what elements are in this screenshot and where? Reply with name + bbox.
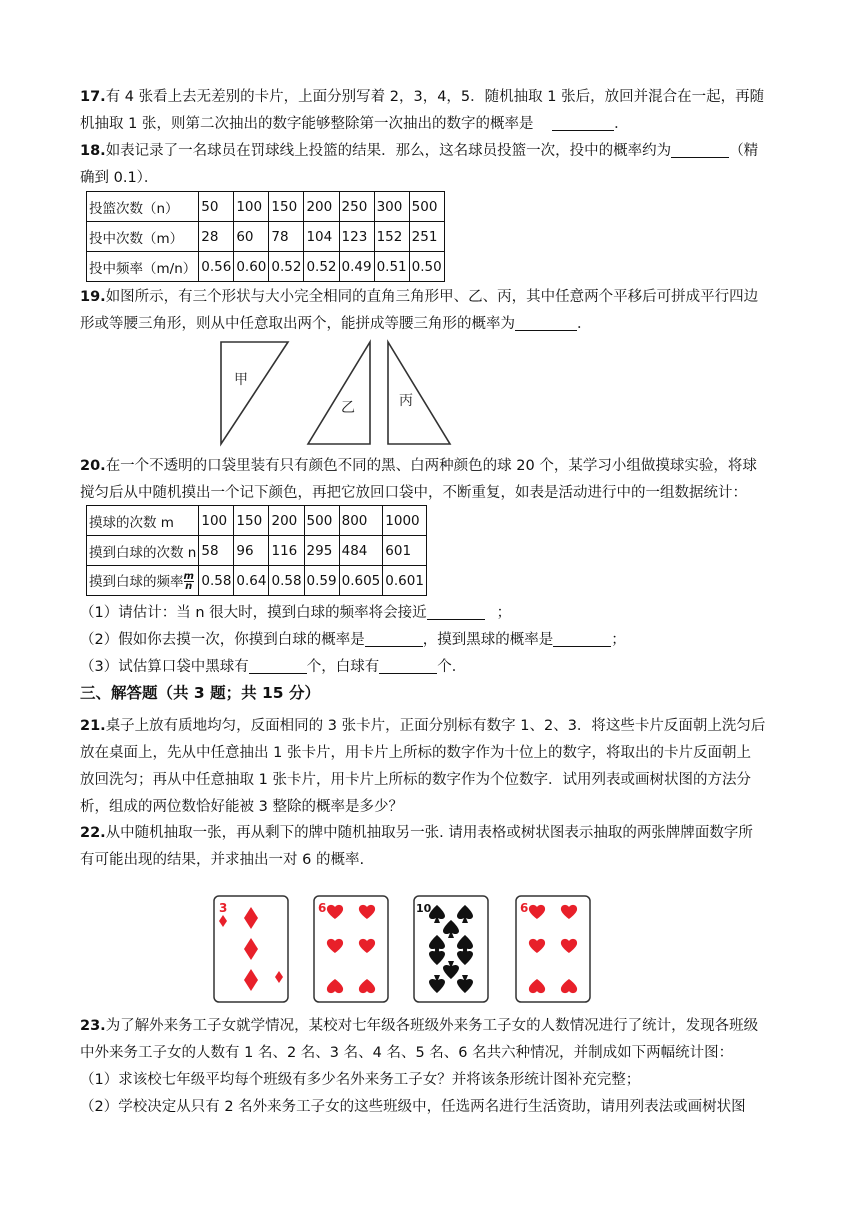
table-cell: 0.605 (339, 566, 383, 596)
question-text: （1）求该校七年级平均每个班级有多少名外来务工子女？并将该条形统计图补充完整； (80, 1072, 641, 1088)
sub-question-2: （2）假如你去摸一次，你摸到白球的概率是 (80, 632, 365, 648)
question-text: 有 4 张看上去无差别的卡片，上面分别写着 2，3，4，5．随机抽取 1 张后，放回并混合在一起，再随 (105, 89, 765, 105)
table-cell: 0.64 (234, 566, 269, 596)
question-text: 放回洗匀；再从中任意抽取 1 张卡片，用卡片上所标的数字作为个位数字．试用列表或画树状图的方法分 (80, 772, 751, 788)
triangle-label-jia: 甲 (234, 372, 248, 388)
table-cell: 58 (199, 536, 234, 566)
question-number: 20. (80, 458, 106, 474)
table-cell: 484 (339, 536, 383, 566)
table-cell: 601 (383, 536, 427, 566)
question-20 (80, 453, 780, 507)
question-text: 有可能出现的结果，并求抽出一对 6 的概率. (80, 852, 365, 868)
question-text: 机抽取 1 张，则第二次抽出的数字能够整除第一次抽出的数字的概率是 (80, 116, 534, 132)
table-row (87, 192, 445, 222)
punct: ． (577, 316, 592, 332)
row-label: 投中次数（m） (87, 222, 199, 252)
table-cell: 150 (234, 506, 269, 536)
table-cell: 28 (199, 222, 234, 252)
question-text: 桌子上放有质地均匀，反面相同的 3 张卡片，正面分别标有数字 1、2、3．将这些卡片反面朝上洗匀后 (105, 718, 766, 734)
answer-blank[interactable] (552, 114, 614, 131)
question-text: 放在桌面上，先从中任意抽出 1 张卡片，用卡片上所标的数字作为十位上的数字，将取出的卡片反面朝上 (80, 745, 751, 761)
question-text: 确到 0.1）． (80, 170, 159, 186)
table-cell: 104 (304, 222, 339, 252)
table-cell: 150 (269, 192, 304, 222)
table-cell: 0.601 (383, 566, 427, 596)
table-cell: 0.49 (339, 252, 374, 282)
punct: 个． (437, 659, 467, 675)
question-number: 23. (80, 1018, 106, 1034)
sub-question-3: （3）试估算口袋中黑球有 (80, 659, 249, 675)
question-number: 17. (80, 89, 106, 105)
table-cell: 0.52 (269, 252, 304, 282)
row-label: 投中频率（m/n） (87, 252, 199, 282)
punct: ； (496, 605, 512, 621)
table-cell: 251 (409, 222, 444, 252)
fraction-m-over-n: $\frac{m}{n}$ (183, 571, 194, 593)
question-17 (80, 84, 780, 138)
question-19 (80, 284, 780, 338)
q18-table (86, 191, 445, 282)
card-rank: 6 (520, 901, 529, 915)
answer-blank[interactable] (671, 141, 729, 158)
sub-question-2-part: ，摸到黑球的概率是 (422, 632, 554, 648)
row-label: 摸球的次数 m (87, 506, 199, 536)
table-row (87, 252, 445, 282)
triangle-label-bing: 丙 (399, 393, 413, 409)
table-cell: 300 (374, 192, 409, 222)
table-cell: 78 (269, 222, 304, 252)
table-cell: 50 (199, 192, 234, 222)
table-row (87, 566, 427, 596)
answer-blank[interactable] (365, 630, 423, 647)
table-cell: 1000 (383, 506, 427, 536)
table-cell: 0.56 (199, 252, 234, 282)
answer-blank[interactable] (427, 603, 485, 620)
answer-blank[interactable] (515, 314, 577, 331)
question-text: （2）学校决定从只有 2 名外来务工子女的这些班级中，任选两名进行生活资助，请用列表法或画树状图 (80, 1099, 746, 1115)
triangles-figure (200, 336, 470, 448)
question-text: 形或等腰三角形，则从中任意取出两个，能拼成等腰三角形的概率为 (80, 316, 515, 332)
table-cell: 0.50 (409, 252, 444, 282)
table-cell: 0.51 (374, 252, 409, 282)
playing-card-6-hearts (313, 895, 389, 1003)
q20-subquestions (80, 600, 780, 681)
punct: ； (611, 632, 626, 648)
question-text: 析，组成的两位数恰好能被 3 整除的概率是多少？ (80, 799, 403, 815)
row-label-text: 摸到白球的频率 (89, 573, 184, 590)
table-row (87, 506, 427, 536)
triangle-jia (221, 342, 288, 444)
card-rank: 6 (318, 901, 327, 915)
table-cell: 500 (304, 506, 339, 536)
table-cell: 116 (269, 536, 304, 566)
question-22 (80, 820, 780, 874)
table-cell: 0.60 (234, 252, 269, 282)
table-cell: 96 (234, 536, 269, 566)
table-cell: 100 (199, 506, 234, 536)
table-cell: 0.58 (199, 566, 234, 596)
row-label: 投篮次数（n） (87, 192, 199, 222)
table-cell: 0.52 (304, 252, 339, 282)
triangle-yi (308, 342, 370, 444)
question-number: 19. (80, 289, 106, 305)
question-23 (80, 1013, 780, 1121)
table-row (87, 536, 427, 566)
answer-blank[interactable] (379, 657, 437, 674)
section-heading: 三、解答题（共 3 题；共 15 分） (80, 684, 320, 702)
question-number: 21. (80, 718, 106, 734)
punct: ． (614, 116, 629, 132)
question-text: 从中随机抽取一张，再从剩下的牌中随机抽取另一张. 请用表格或树状图表示抽取的两张牌牌面数字所 (105, 825, 753, 841)
question-number: 22. (80, 825, 106, 841)
question-text: 如表记录了一名球员在罚球线上投篮的结果．那么，这名球员投篮一次，投中的概率约为 (105, 143, 672, 159)
question-text: （精 (729, 143, 759, 159)
question-text: 中外来务工子女的人数有 1 名、2 名、3 名、4 名、5 名、6 名共六种情况，并制成如下两幅统计图： (80, 1045, 734, 1061)
table-cell: 152 (374, 222, 409, 252)
question-18 (80, 138, 780, 192)
card-rank: 3 (219, 901, 228, 915)
answer-blank[interactable] (249, 657, 307, 674)
table-cell: 200 (269, 506, 304, 536)
table-cell: 800 (339, 506, 383, 536)
playing-card-3-diamonds (213, 895, 289, 1003)
table-cell: 60 (234, 222, 269, 252)
question-21 (80, 713, 780, 821)
sub-question-3-part: 个，白球有 (306, 659, 380, 675)
table-cell: 123 (339, 222, 374, 252)
triangle-bing (388, 342, 450, 444)
table-cell: 500 (409, 192, 444, 222)
table-cell: 100 (234, 192, 269, 222)
row-label (87, 566, 199, 596)
table-cell: 200 (304, 192, 339, 222)
table-cell: 295 (304, 536, 339, 566)
playing-card-6-hearts-2 (515, 895, 591, 1003)
playing-card-10-spades (413, 895, 489, 1003)
table-cell: 250 (339, 192, 374, 222)
card-rank: 10 (416, 902, 432, 915)
sub-question-1: （1）请估计：当 n 很大时，摸到白球的频率将会接近 (80, 605, 427, 621)
question-number: 18. (80, 143, 106, 159)
question-text: 搅匀后从中随机摸出一个记下颜色，再把它放回口袋中，不断重复，如表是活动进行中的一组数据统计： (80, 485, 747, 501)
question-text: 如图所示，有三个形状与大小完全相同的直角三角形甲、乙、丙，其中任意两个平移后可拼成平行四边 (105, 289, 759, 305)
answer-blank[interactable] (553, 630, 611, 647)
question-text: 在一个不透明的口袋里装有只有颜色不同的黑、白两种颜色的球 20 个，某学习小组做摸球实验，将球 (105, 458, 757, 474)
table-cell: 0.59 (304, 566, 339, 596)
q20-table (86, 505, 427, 596)
table-cell: 0.58 (269, 566, 304, 596)
table-row (87, 222, 445, 252)
question-text: 为了解外来务工子女就学情况，某校对七年级各班级外来务工子女的人数情况进行了统计，发现各班级 (105, 1018, 759, 1034)
triangle-label-yi: 乙 (341, 400, 355, 416)
row-label: 摸到白球的次数 n (87, 536, 199, 566)
